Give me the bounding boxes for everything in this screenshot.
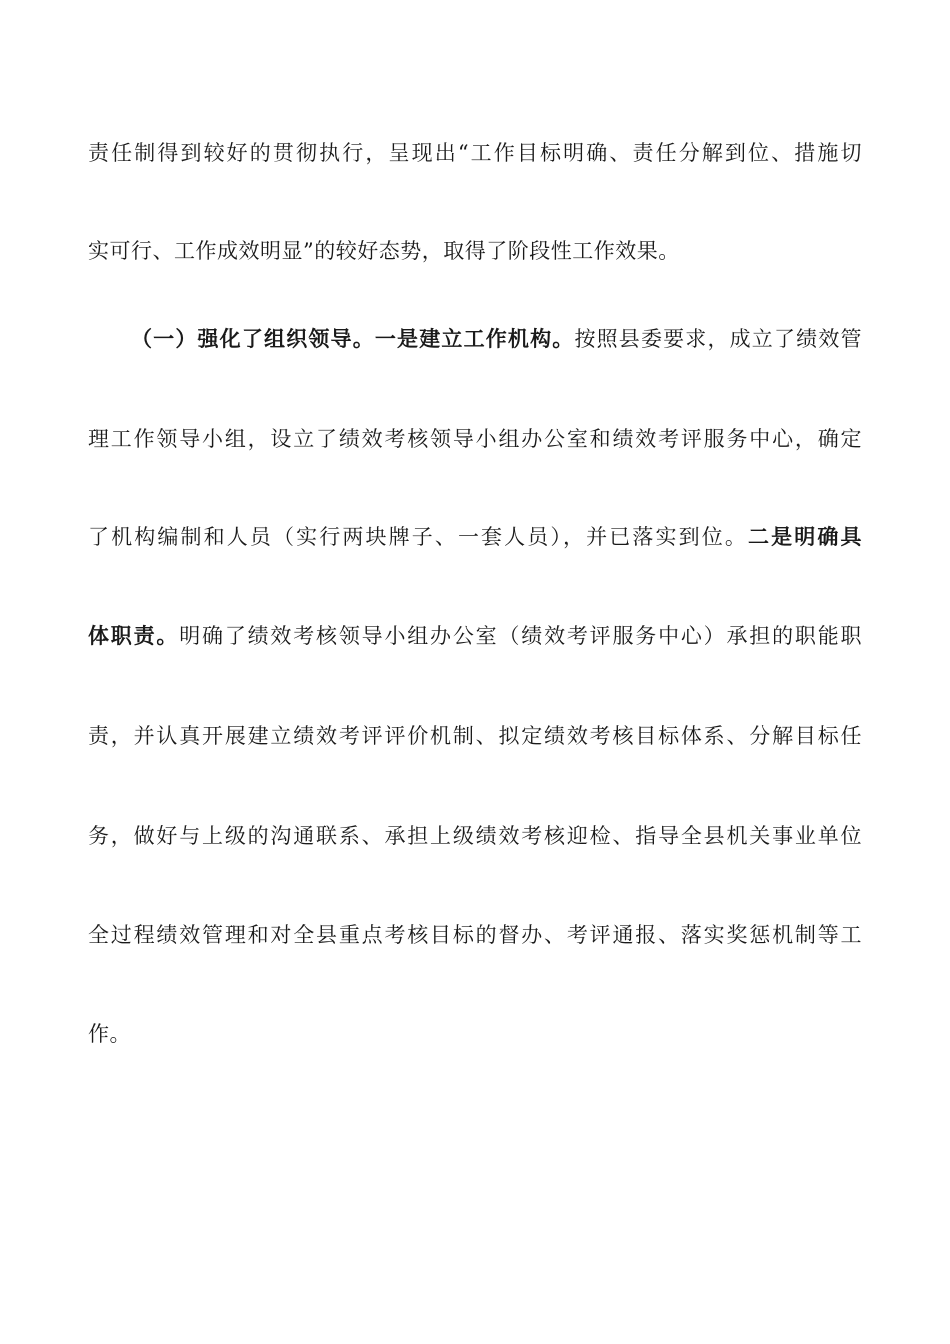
paragraph-2-line-4 xyxy=(88,622,862,650)
paragraph-2-line-3 xyxy=(88,523,862,551)
text-run: 实可行、工作成效明显”的较好态势，取得了阶段性工作效果。 xyxy=(88,239,680,263)
text-run: 责，并认真开展建立绩效考评评价机制、拟定绩效考核目标体系、分解目标任 xyxy=(88,724,862,748)
bold-phrase: 体职责。 xyxy=(88,623,180,648)
paragraph-2-line-5 xyxy=(88,722,862,750)
paragraph-2-line-2 xyxy=(88,425,862,453)
text-run: 了机构编制和人员（实行两块牌子、一套人员），并已落实到位。 xyxy=(88,525,749,549)
text-run: 责任制得到较好的贯彻执行，呈现出“工作目标明确、责任分解到位、措施切 xyxy=(88,141,862,165)
text-run: 务，做好与上级的沟通联系、承担上级绩效考核迎检、指导全县机关事业单位 xyxy=(88,824,862,848)
paragraph-2-line-7 xyxy=(88,921,862,949)
text-run: 按照县委要求，成立了绩效管 xyxy=(574,327,862,351)
paragraph-1-line-2 xyxy=(88,237,862,265)
text-run: 作。 xyxy=(88,1022,131,1046)
text-run: 理工作领导小组，设立了绩效考核领导小组办公室和绩效考评服务中心，确定 xyxy=(88,427,862,451)
paragraph-1-line-1 xyxy=(88,139,862,167)
text-run: 明确了绩效考核领导小组办公室（绩效考评服务中心）承担的职能职 xyxy=(179,624,863,648)
paragraph-2-line-8 xyxy=(88,1020,862,1048)
section-heading: （一）强化了组织领导。一是建立工作机构。 xyxy=(131,326,575,351)
paragraph-2-line-1 xyxy=(131,325,862,353)
text-run: 全过程绩效管理和对全县重点考核目标的督办、考评通报、落实奖惩机制等工 xyxy=(88,923,862,947)
bold-phrase: 二是明确具 xyxy=(748,524,863,549)
paragraph-2-line-6 xyxy=(88,822,862,850)
